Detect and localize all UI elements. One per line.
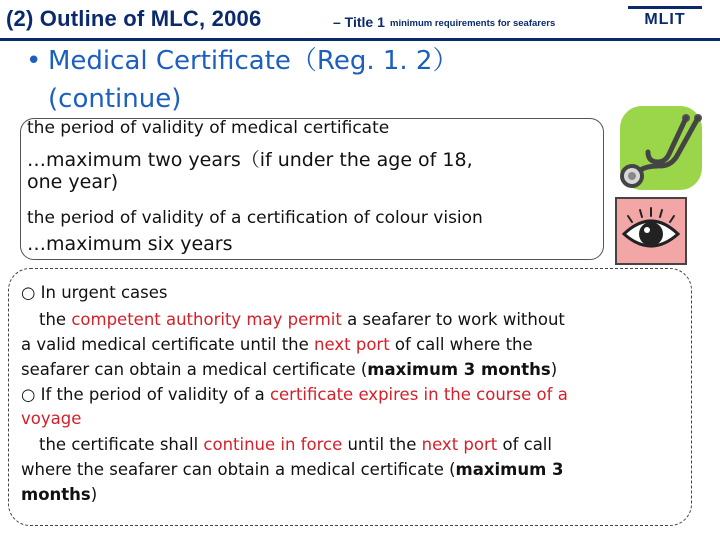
expiry-line-2: voyage [21,409,82,428]
logo-text: MLIT [644,11,686,26]
validity-line-4: the period of validity of a certification of colour vision [27,208,483,228]
expiry-line-1: ○ If the period of validity of a certificate expires in the course of a [21,385,568,404]
validity-line-5: …maximum six years [27,233,233,255]
expiry-line-5: months) [21,485,98,504]
expiry-line-4: where the seafarer can obtain a medical certificate (maximum 3 [21,460,564,479]
slide-header [0,0,720,40]
eye-icon [614,196,688,266]
urgent-line-4: seafarer can obtain a medical certificate (maximum 3 months) [21,360,558,379]
validity-line-3: one year) [27,171,119,193]
urgent-line-1: ○ In urgent cases [21,283,168,302]
stethoscope-icon [612,104,710,194]
header-subtitle-text: minimum requirements for seafarers [390,18,556,29]
header-subtitle-title-number: – Title 1 [333,14,385,30]
header-rule [0,38,720,41]
validity-box [20,118,604,260]
expiry-line-3: the certificate shall continue in force until the next port of call [39,435,552,454]
validity-line-2: …maximum two years（if under the age of 18, [27,149,473,171]
urgent-line-2: the competent authority may permit a seafarer to work without [39,310,565,329]
validity-line-1: the period of validity of medical certificate [27,118,390,138]
title-bullet: • [26,46,42,76]
header-title: (2) Outline of MLC, 2006 [6,6,262,31]
mlit-logo [628,6,702,26]
slide-title-line1: Medical Certificate（Reg. 1. 2） [48,46,459,76]
slide-title-line2: (continue) [48,84,182,114]
urgent-line-3: a valid medical certificate until the next port of call where the [21,335,533,354]
urgent-cases-box [8,268,692,526]
